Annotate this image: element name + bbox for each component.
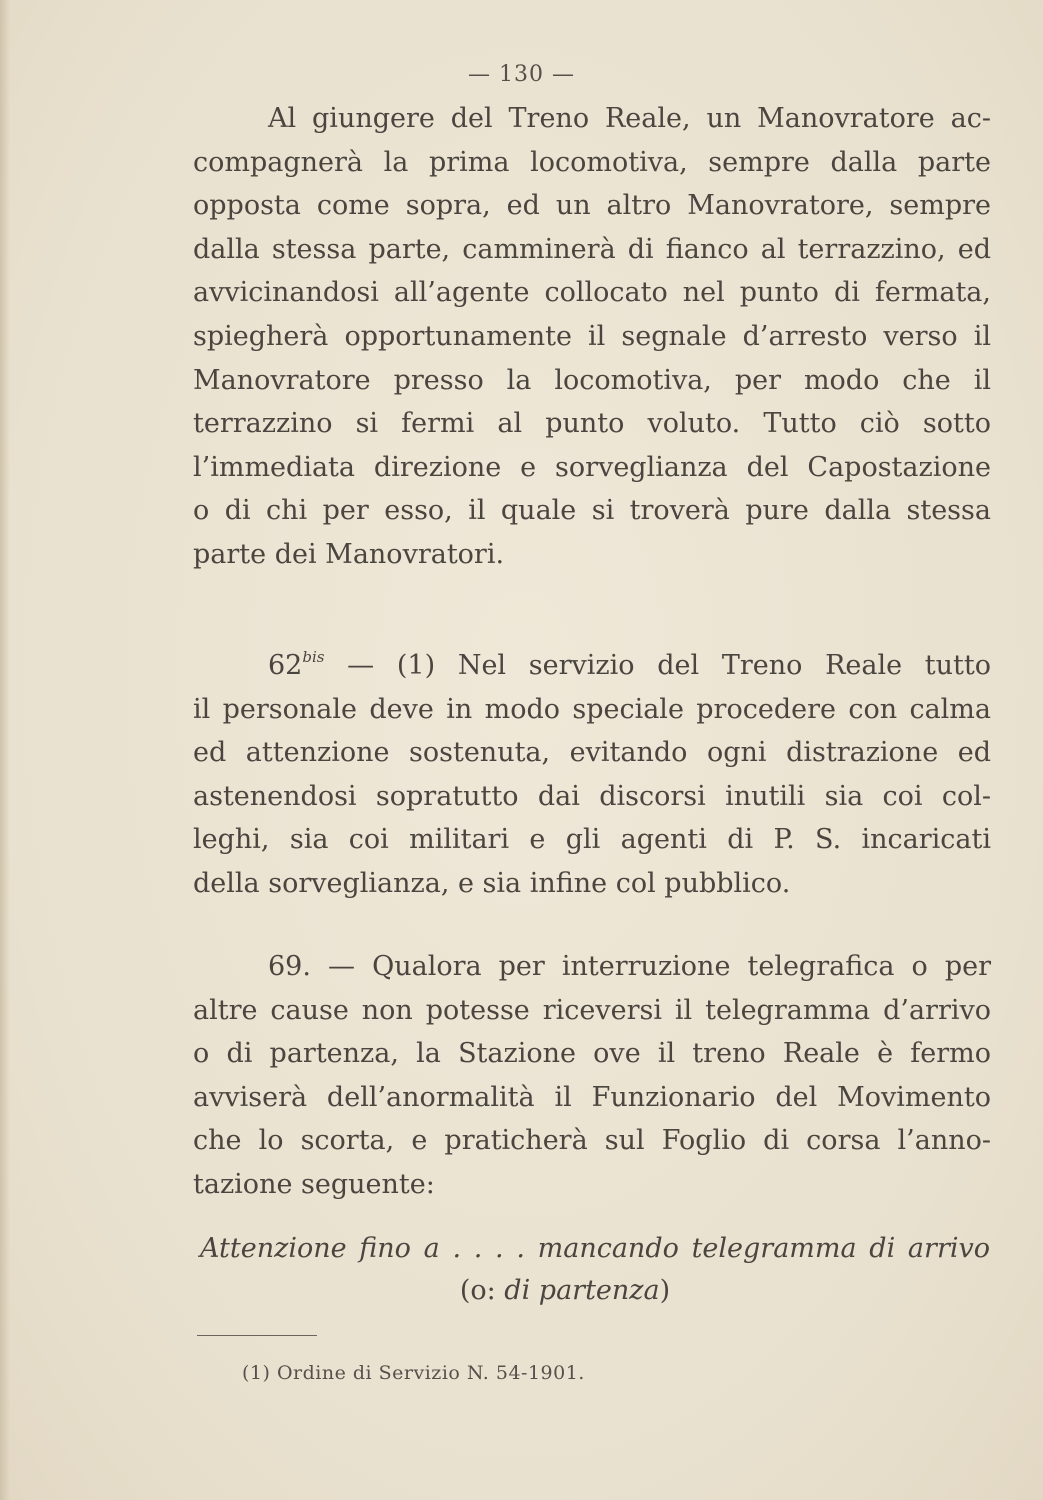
text-line: che lo scorta, e praticherà sul Foglio di corsa l’anno- <box>193 1125 991 1157</box>
formula-line <box>200 1228 990 1270</box>
text-line: avvicinandosi all’agente collocato nel punto di fermata, <box>193 277 991 309</box>
text-line: spiegherà opportunamente il segnale d’arresto verso il <box>193 320 991 352</box>
annotation-formula <box>200 1228 990 1312</box>
text-line: della sorveglianza, e sia infine col pubblico. <box>193 867 791 899</box>
text-line: ed attenzione sostenuta, evitando ogni distrazione ed <box>193 737 991 769</box>
text-line: tazione seguente: <box>193 1168 435 1200</box>
text-line <box>193 636 991 688</box>
text-line: Manovratore presso la locomotiva, per modo che il <box>193 364 991 396</box>
formula-part-a: Attenzione fino a . . . . <box>200 1233 525 1264</box>
formula-paren-close: ) <box>659 1275 671 1306</box>
text-line: dalla stessa parte, camminerà di fianco al terrazzino, ed <box>193 233 991 265</box>
text-line: l’immediata direzione e sorveglianza del Capostazione <box>193 451 991 483</box>
text-line: il personale deve in modo speciale procedere con calma <box>193 693 991 725</box>
text-line: 69. — Qualora per interruzione telegrafica o per <box>268 951 991 982</box>
paragraph-article-69 <box>193 945 991 1207</box>
footnote: (1) Ordine di Servizio N. 54-1901. <box>242 1362 585 1384</box>
article-number: 62 <box>268 650 303 681</box>
text-line: astenendosi sopratutto dai discorsi inutili sia coi col- <box>193 780 991 812</box>
formula-part-b: mancando telegramma di arrivo <box>537 1233 990 1264</box>
page-edge-shadow <box>0 0 10 1500</box>
paragraph-train-arrival <box>193 97 991 577</box>
text-line: avviserà dell’anormalità il Funzionario del Movimento <box>193 1081 991 1113</box>
text-line: opposta come sopra, ed un altro Manovratore, sempre <box>193 190 991 222</box>
text-line: o di chi per esso, il quale si troverà pure dalla stessa <box>193 495 991 527</box>
paragraph-article-62-bis <box>193 636 991 906</box>
text-line: Al giungere del Treno Reale, un Manovratore ac- <box>268 103 991 134</box>
text-line: compagnerà la prima locomotiva, sempre dalla parte <box>193 146 991 178</box>
text-line: terrazzino si fermi al punto voluto. Tutto ciò sotto <box>193 408 991 440</box>
formula-alternative <box>140 1270 990 1312</box>
article-first-line: — (1) Nel servizio del Treno Reale tutto <box>324 650 991 681</box>
page-number: — 130 — <box>468 62 575 87</box>
formula-paren-italic: di partenza <box>504 1275 660 1306</box>
text-line: parte dei Manovratori. <box>193 538 505 570</box>
formula-paren-open: (o: <box>459 1275 505 1306</box>
article-suffix: bis <box>302 648 325 666</box>
footnote-divider <box>197 1335 317 1336</box>
text-line: leghi, sia coi militari e gli agenti di P. S. incaricati <box>193 824 991 856</box>
text-line: o di partenza, la Stazione ove il treno Reale è fermo <box>193 1038 991 1070</box>
text-line: altre cause non potesse riceversi il telegramma d’arrivo <box>193 994 991 1026</box>
